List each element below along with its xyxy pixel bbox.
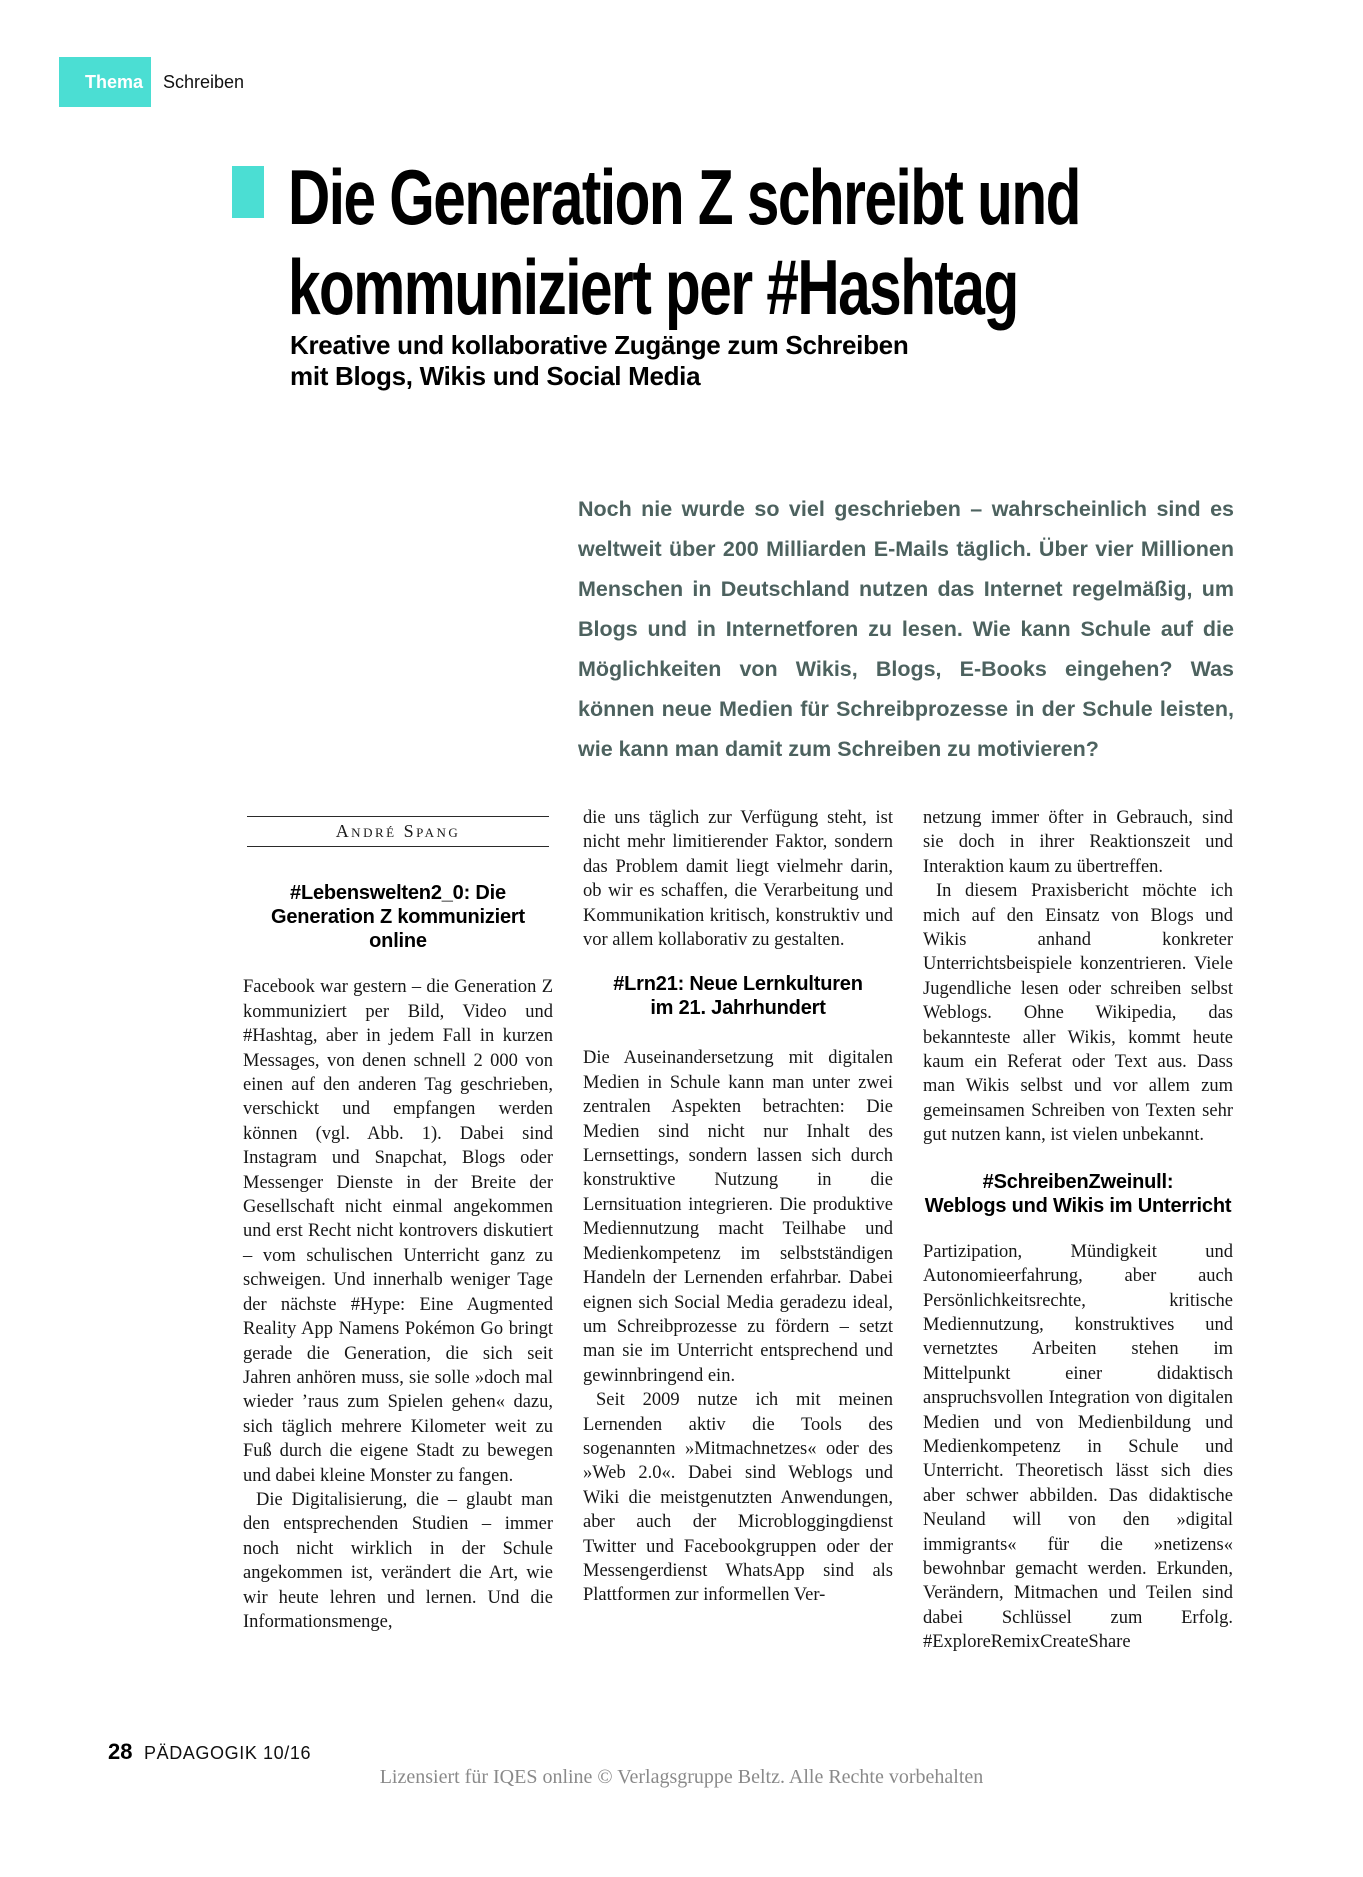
heading-line: #Lebenswelten2_0: Die (290, 882, 506, 905)
paragraph: Seit 2009 nutze ich mit meinen Lernenden aktiv die Tools des sogenannten »Mitmachnetzes« oder des »Web 2.0«. Dabei sind Weblogs und Wiki die meistgenutzten Anwendungen, aber auch der Microbloggingdienst Twitter und Facebookgruppen oder der Messengerdienst WhatsApp sind als Plattformen zur informellen Ver- (583, 1390, 893, 1606)
subtitle-line-2: mit Blogs, Wikis und Social Media (290, 361, 701, 391)
heading-line: #Lrn21: Neue Lernkulturen (613, 973, 863, 996)
section-heading-lebenswelten (243, 881, 553, 953)
heading-line: Weblogs und Wikis im Unterricht (924, 1194, 1232, 1217)
paragraph: Die Auseinandersetzung mit digitalen Medien in Schule kann man unter zwei zentralen Aspekten betrachten: Die Medien sind nicht nur Inhalt des Lernsettings, sondern lassen sich durch konstruktive Nutzung in die Lernsituation integrieren. Die produktive Mediennutzung macht Teilhabe und Medienkompetenz im selbstständigen Handeln der Lernenden erfahrbar. Dabei eignen sich Social Media geradezu ideal, um Schreibprozesse zu fördern – setzt man sie im Unterricht entsprechend und gewinnbringend ein. (583, 1048, 893, 1386)
column-2 (583, 806, 893, 1608)
journal-name: PÄDAGOGIK 10/16 (144, 1743, 312, 1763)
subtitle-line-1: Kreative und kollaborative Zugänge zum Schreiben (290, 330, 909, 360)
author-block (247, 816, 549, 847)
thema-tag (59, 57, 151, 107)
article-intro: Noch nie wurde so viel geschrieben – wahrscheinlich sind es weltweit über 200 Milliarden E-Mails täglich. Über vier Millionen Menschen in Deutschland nutzen das Internet regelmäßig, um Blogs und in Internetforen zu lesen. Wie kann Schule auf die Möglichkeiten von Wikis, Blogs, E-Books eingehen? Was können neue Medien für Schreibprozesse in der Schule leisten, wie kann man damit zum Schreiben zu motivieren? (578, 496, 1234, 761)
article-subtitle (290, 330, 908, 392)
paragraph: Partizipation, Mündigkeit und Autonomieerfahrung, aber auch Persönlichkeitsrechte, kritische Mediennutzung, konstruktives und vernetztes Arbeiten stehen im Mittelpunkt einer didaktisch anspruchsvollen Integration von digitalen Medien und von Medienbildung und Medienkompetenz in Schule und Unterricht. Theoretisch lässt sich dies aber schwer abbilden. Das didaktische Neuland will von den »digital immigrants« für die »netizens« bewohnbar gemacht werden. Erkunden, Verändern, Mitmachen und Teilen sind dabei Schlüssel zum Erfolg. #ExploreRemixCreateShare (923, 1241, 1233, 1653)
paragraph: die uns täglich zur Verfügung steht, ist nicht mehr limitierender Faktor, sondern das Problem damit liegt vielmehr darin, ob wir es schaffen, die Verarbeitung und Kommunikation kritisch, konstruktiv und vor allem kollaborativ zu gestalten. (583, 808, 893, 951)
heading-line: im 21. Jahrhundert (650, 997, 826, 1020)
column-3 (923, 806, 1233, 1655)
title-line-2: kommuniziert per #Hashtag (288, 243, 1018, 331)
paragraph: In diesem Praxisbericht möchte ich mich auf den Einsatz von Blogs und Wikis anhand konkreter Unterrichtsbeispiele konzentrieren. Viele Jugendliche lesen oder schreiben selbst Weblogs. Ohne Wikipedia, das bekannteste aller Wikis, kommt heute kaum ein Referat oder Text aus. Dass man Wikis selbst und vor allem zum gemeinsamen Schreiben von Texten sehr gut nutzen kann, ist vielen unbekannt. (923, 881, 1233, 1146)
section-heading-schreibenzweinull (923, 1170, 1233, 1218)
article-title (288, 152, 1344, 332)
title-line-1: Die Generation Z schreibt und (288, 153, 1080, 241)
thema-tag-label: Thema (84, 71, 143, 92)
heading-line: #SchreibenZweinull: (982, 1170, 1174, 1193)
section-heading-lrn21 (583, 972, 893, 1020)
column-1 (243, 806, 553, 1634)
title-accent-square (232, 166, 264, 218)
paragraph: Die Digitalisierung, die – glaubt man den entsprechenden Studien – immer noch nicht wirklich in der Schule angekommen ist, verändert die Art, wie wir heute lehren und lernen. Und die Informationsmenge, (243, 1489, 553, 1632)
paragraph: Facebook war gestern – die Generation Z kommuniziert per Bild, Video und #Hashtag, aber in jedem Fall in kurzen Messages, von denen schnell 2 000 von einen auf den anderen Tag geschrieben, verschickt und empfangen werden können (vgl. Abb. 1). Dabei sind Instagram und Snapchat, Blogs oder Messenger Dienste in der Breite der Gesellschaft nicht einmal angekommen und erst Recht nicht kontrovers diskutiert – vom schulischen Unterricht ganz zu schweigen. Und innerhalb weniger Tage der nächste #Hype: Eine Augmented Reality App Namens Pokémon Go bringt gerade die Generation, die sich seit Jahren anhören muss, sie solle »doch mal wieder ’raus zum Spielen gehen« dazu, sich täglich mehrere Kilometer weit zu Fuß durch die eigene Stadt zu bewegen und dabei kleine Monster zu fangen. (243, 977, 553, 1486)
author-name: André Spang (335, 821, 461, 841)
heading-line: Generation Z kommuniziert online (271, 906, 525, 953)
topic-label: Schreiben (163, 71, 245, 92)
license-line: Lizensiert für IQES online © Verlagsgruppe Beltz. Alle Rechte vorbehalten (379, 1766, 984, 1788)
paragraph: netzung immer öfter in Gebrauch, sind sie doch in ihrer Reaktionszeit und Interaktion kaum zu übertreffen. (923, 808, 1233, 877)
page-number: 28 (108, 1739, 133, 1764)
